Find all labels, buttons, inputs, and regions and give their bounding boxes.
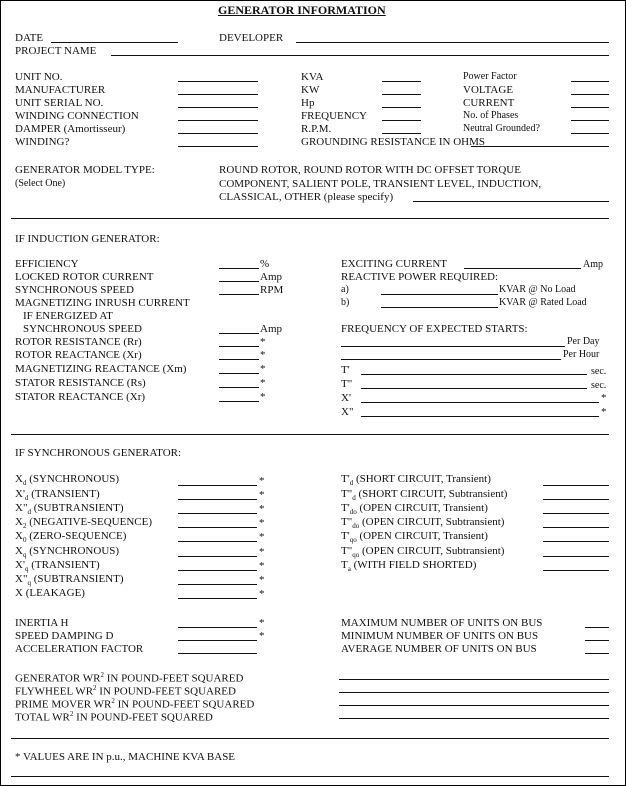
efficiency-label: EFFICIENCY (15, 258, 79, 270)
induction-heading: IF INDUCTION GENERATOR: (15, 233, 160, 245)
damper-field[interactable] (178, 133, 258, 134)
model-other-field[interactable] (413, 201, 609, 202)
xd-prime-label: $X'_d$ (TRANSIENT) (15, 488, 100, 503)
xd-star: * (259, 475, 265, 487)
tdo-double-prime-label: $T"_{do}$ (OPEN CIRCUIT, Subtransient) (341, 516, 505, 531)
rotor-reactance-star: * (260, 349, 266, 361)
current-label: CURRENT (463, 97, 515, 109)
flywheel-wr-sq: 2 (93, 684, 97, 692)
x0-field[interactable] (178, 541, 257, 542)
xq-double-prime-field[interactable] (178, 584, 257, 585)
xd-prime-field[interactable] (178, 499, 257, 500)
prime-mover-wr2-field[interactable] (339, 705, 609, 706)
max-units-field[interactable] (585, 627, 609, 628)
section-divider (11, 218, 609, 219)
synchronous-speed-label: SYNCHRONOUS SPEED (15, 284, 134, 296)
t-double-prime-field[interactable] (361, 388, 587, 389)
tqo-double-prime-desc: (OPEN CIRCUIT, Subtransient) (361, 545, 505, 557)
power-factor-field[interactable] (571, 81, 609, 82)
form-title: GENERATOR INFORMATION (218, 3, 386, 17)
xq-double-prime-star: * (259, 574, 265, 586)
efficiency-field[interactable] (219, 268, 259, 269)
total-wr-unit: IN POUND-FEET SQUARED (76, 711, 213, 724)
reactive-b-label: b) (341, 297, 350, 308)
stator-reactance-field[interactable] (219, 401, 259, 402)
developer-field[interactable] (296, 42, 609, 43)
winding-label: WINDING? (15, 136, 70, 148)
developer-label: DEVELOPER (219, 32, 284, 44)
prime-mover-wr-sq: 2 (111, 697, 115, 705)
kw-label: KW (301, 84, 320, 96)
grounding-resistance-label: GROUNDING RESISTANCE IN OHMS (301, 136, 485, 148)
footnote: * VALUES ARE IN p.u., MACHINE KVA BASE (15, 751, 236, 763)
t-double-prime-label: T" (341, 378, 353, 390)
neutral-grounded-field[interactable] (571, 133, 609, 134)
winding-connection-field[interactable] (178, 120, 258, 121)
inertia-field[interactable] (178, 627, 257, 628)
min-units-label: MINIMUM NUMBER OF UNITS ON BUS (341, 630, 539, 642)
serial-no-label: UNIT SERIAL NO. (15, 97, 104, 109)
rpm-field[interactable] (382, 133, 421, 134)
exciting-current-label: EXCITING CURRENT (341, 258, 448, 270)
xq-prime-field[interactable] (178, 570, 257, 571)
rpm-label: R.P.M. (301, 123, 332, 135)
x2-label: $X_2$ (NEGATIVE-SEQUENCE) (15, 516, 153, 531)
exciting-current-field[interactable] (464, 268, 581, 269)
section-divider-2 (11, 434, 609, 435)
reactive-a-label: a) (341, 284, 349, 295)
total-wr2-field[interactable] (339, 718, 609, 719)
prime-mover-wr-text: PRIME MOVER WR (15, 698, 112, 711)
td-prime-field[interactable] (543, 485, 609, 486)
damper-label: DAMPER (Amortisseur) (15, 123, 126, 135)
x0-label: $X_0$ (ZERO-SEQUENCE) (15, 530, 127, 545)
generator-wr-unit: IN POUND-FEET SQUARED (106, 672, 244, 685)
td-prime-desc: (SHORT CIRCUIT, Transient) (355, 473, 491, 485)
starts-per-day-field[interactable] (341, 346, 565, 347)
td-double-prime-label: $T"_d$ (SHORT CIRCUIT, Subtransient) (341, 488, 508, 503)
rotor-resistance-field[interactable] (219, 346, 259, 347)
x-leakage-star: * (259, 588, 265, 600)
t-double-prime-unit: sec. (591, 380, 607, 391)
winding-field[interactable] (178, 146, 258, 147)
stator-resistance-star: * (260, 377, 266, 389)
x-prime-star: * (601, 392, 607, 404)
winding-connection-label: WINDING CONNECTION (15, 110, 139, 122)
reactive-no-load-field[interactable] (381, 294, 498, 295)
magnetizing-reactance-label: MAGNETIZING REACTANCE (Xm) (15, 363, 187, 375)
inrush-unit: Amp (260, 323, 282, 335)
xq-label: $X_q$ (SYNCHRONOUS) (15, 545, 120, 560)
x2-field[interactable] (178, 527, 257, 528)
xq-field[interactable] (178, 556, 257, 557)
project-name-label: PROJECT NAME (15, 45, 97, 57)
manufacturer-field[interactable] (178, 94, 258, 95)
x-double-prime-star: * (601, 406, 607, 418)
xd-label: $X_d$ (SYNCHRONOUS) (15, 473, 120, 488)
total-wr-text: TOTAL WR (15, 711, 70, 724)
model-type-label: GENERATOR MODEL TYPE: (15, 164, 155, 176)
prime-mover-wr-unit: IN POUND-FEET SQUARED (117, 698, 255, 711)
x-double-prime-field[interactable] (361, 416, 599, 417)
x0-star: * (259, 531, 265, 543)
inertia-label: INERTIA H (15, 617, 69, 629)
xd-double-prime-star: * (259, 503, 265, 515)
x-double-prime-label: X" (341, 406, 354, 418)
tdo-prime-label: $T'_{do}$ (OPEN CIRCUIT, Transient) (341, 502, 488, 517)
speed-damping-star: * (259, 630, 265, 642)
min-units-field[interactable] (585, 640, 609, 641)
generator-wr-text: GENERATOR WR (15, 672, 101, 685)
per-day-unit: Per Day (567, 336, 600, 347)
xq-double-prime-desc: (SUBTRANSIENT) (33, 573, 124, 585)
phases-field[interactable] (571, 120, 609, 121)
model-options-line1: ROUND ROTOR, ROUND ROTOR WITH DC OFFSET TORQUE (219, 164, 521, 176)
phases-label: No. of Phases (463, 110, 519, 121)
x-prime-field[interactable] (361, 402, 599, 403)
rotor-reactance-label: ROTOR REACTANCE (Xr) (15, 349, 142, 361)
synchronous-speed-label-2: SYNCHRONOUS SPEED (23, 323, 142, 335)
t-prime-field[interactable] (361, 374, 587, 375)
tdo-double-prime-field[interactable] (543, 527, 609, 528)
magnetizing-reactance-star: * (260, 363, 266, 375)
xd-desc: (SYNCHRONOUS) (29, 473, 120, 485)
stator-resistance-label: STATOR RESISTANCE (Rs) (15, 377, 146, 389)
tdo-prime-field[interactable] (543, 513, 609, 514)
starts-per-hour-field[interactable] (341, 359, 561, 360)
x-prime-label: X' (341, 392, 351, 404)
synchronous-speed-field[interactable] (219, 294, 259, 295)
generator-wr-sq: 2 (100, 671, 104, 679)
reactive-power-label: REACTIVE POWER REQUIRED: (341, 271, 499, 283)
hp-field[interactable] (382, 107, 421, 108)
synchronous-heading: IF SYNCHRONOUS GENERATOR: (15, 447, 182, 459)
rotor-resistance-label: ROTOR RESISTANCE (Rr) (15, 336, 142, 348)
efficiency-unit: % (260, 258, 270, 270)
tdo-prime-desc: (OPEN CIRCUIT, Transient) (359, 502, 488, 514)
acceleration-factor-label: ACCELERATION FACTOR (15, 643, 144, 655)
inrush-current-field[interactable] (219, 333, 259, 334)
magnetizing-reactance-field[interactable] (219, 373, 259, 374)
inertia-star: * (259, 617, 265, 629)
power-factor-label: Power Factor (463, 71, 517, 82)
hp-label: Hp (301, 97, 315, 109)
rotor-resistance-star: * (260, 336, 266, 348)
locked-rotor-current-label: LOCKED ROTOR CURRENT (15, 271, 154, 283)
total-wr-sq: 2 (69, 710, 74, 718)
flywheel-wr-unit: IN POUND-FEET SQUARED (99, 685, 236, 698)
xd-double-prime-field[interactable] (178, 513, 257, 514)
locked-rotor-unit: Amp (260, 271, 282, 283)
speed-damping-label: SPEED DAMPING D (15, 630, 114, 642)
bottom-line (11, 776, 609, 777)
xd-double-prime-desc: (SUBTRANSIENT) (33, 502, 124, 514)
tqo-double-prime-field[interactable] (543, 556, 609, 557)
stator-reactance-label: STATOR REACTANCE (Xr) (15, 391, 146, 403)
rotor-reactance-field[interactable] (219, 359, 259, 360)
frequency-label: FREQUENCY (301, 110, 368, 122)
exciting-current-unit: Amp (583, 259, 603, 270)
model-options-line2: COMPONENT, SALIENT POLE, TRANSIENT LEVEL, INDUCTION, (219, 178, 542, 190)
avg-units-label: AVERAGE NUMBER OF UNITS ON BUS (341, 643, 537, 655)
xq-prime-desc: (TRANSIENT) (31, 559, 100, 571)
xd-prime-desc: (TRANSIENT) (31, 488, 100, 500)
grounding-resistance-field[interactable] (471, 146, 609, 147)
reactive-no-load-unit: KVAR @ No Load (499, 284, 576, 295)
td-double-prime-desc: (SHORT CIRCUIT, Subtransient) (358, 488, 508, 500)
kw-field[interactable] (382, 94, 421, 95)
tqo-prime-field[interactable] (543, 541, 609, 542)
neutral-grounded-label: Neutral Grounded? (463, 123, 540, 134)
xd-double-prime-label: $X"_d$ (SUBTRANSIENT) (15, 502, 124, 517)
serial-no-field[interactable] (178, 107, 258, 108)
acceleration-factor-field[interactable] (178, 653, 257, 654)
kva-label: KVA (301, 71, 324, 83)
if-energized-label: IF ENERGIZED AT (23, 310, 113, 322)
tqo-double-prime-label: $T"_{qo}$ (OPEN CIRCUIT, Subtransient) (341, 545, 505, 560)
locked-rotor-current-field[interactable] (219, 281, 259, 282)
current-field[interactable] (571, 107, 609, 108)
speed-damping-field[interactable] (178, 640, 257, 641)
reactive-rated-load-unit: KVAR @ Rated Load (499, 297, 587, 308)
x2-star: * (259, 517, 265, 529)
date-field[interactable] (51, 42, 178, 43)
xd-prime-star: * (259, 489, 265, 501)
flywheel-wr-text: FLYWHEEL WR (15, 685, 94, 698)
xq-prime-label: $X'_q$ (TRANSIENT) (15, 559, 100, 574)
x0-desc: (ZERO-SEQUENCE) (29, 530, 127, 542)
stator-reactance-star: * (260, 391, 266, 403)
date-label: DATE (15, 32, 44, 44)
td-prime-label: $T'_d$ (SHORT CIRCUIT, Transient) (341, 473, 491, 488)
t-prime-unit: sec. (591, 366, 607, 377)
ta-label: $T_a$ (WITH FIELD SHORTED) (341, 559, 477, 574)
synchronous-speed-unit: RPM (260, 284, 284, 296)
frequency-field[interactable] (382, 120, 421, 121)
xq-desc: (SYNCHRONOUS) (29, 545, 120, 557)
project-name-field[interactable] (111, 55, 609, 56)
voltage-label: VOLTAGE (463, 84, 514, 96)
x-leakage-field[interactable] (178, 598, 257, 599)
generator-wr2-field[interactable] (339, 679, 609, 680)
flywheel-wr2-field[interactable] (339, 692, 609, 693)
tqo-prime-desc: (OPEN CIRCUIT, Transient) (359, 530, 488, 542)
kva-field[interactable] (382, 81, 421, 82)
manufacturer-label: MANUFACTURER (15, 84, 106, 96)
t-prime-label: T' (341, 364, 350, 376)
unit-no-field[interactable] (178, 81, 258, 82)
magnetizing-inrush-label: MAGNETIZING INRUSH CURRENT (15, 297, 190, 309)
unit-no-label: UNIT NO. (15, 71, 63, 83)
x-leakage-label: X (LEAKAGE) (15, 587, 85, 599)
xq-double-prime-label: $X"_q$ (SUBTRANSIENT) (15, 573, 124, 588)
reactive-rated-load-field[interactable] (381, 307, 498, 308)
model-options-line3: CLASSICAL, OTHER (please specify) (219, 191, 394, 203)
xq-prime-star: * (259, 560, 265, 572)
ta-field[interactable] (543, 570, 609, 571)
stator-resistance-field[interactable] (219, 387, 259, 388)
max-units-label: MAXIMUM NUMBER OF UNITS ON BUS (341, 617, 543, 629)
per-hour-unit: Per Hour (563, 349, 600, 360)
total-wr2-label (15, 708, 213, 724)
x2-desc: (NEGATIVE-SEQUENCE) (29, 516, 153, 528)
td-double-prime-field[interactable] (543, 499, 609, 500)
select-one-note: (Select One) (15, 178, 66, 189)
tqo-prime-label: $T'_{qo}$ (OPEN CIRCUIT, Transient) (341, 530, 488, 545)
frequency-starts-label: FREQUENCY OF EXPECTED STARTS: (341, 323, 528, 335)
xd-field[interactable] (178, 485, 257, 486)
voltage-field[interactable] (571, 94, 609, 95)
avg-units-field[interactable] (585, 653, 609, 654)
section-divider-3 (11, 738, 609, 739)
ta-desc: (WITH FIELD SHORTED) (353, 559, 477, 571)
tdo-double-prime-desc: (OPEN CIRCUIT, Subtransient) (361, 516, 505, 528)
xq-star: * (259, 546, 265, 558)
